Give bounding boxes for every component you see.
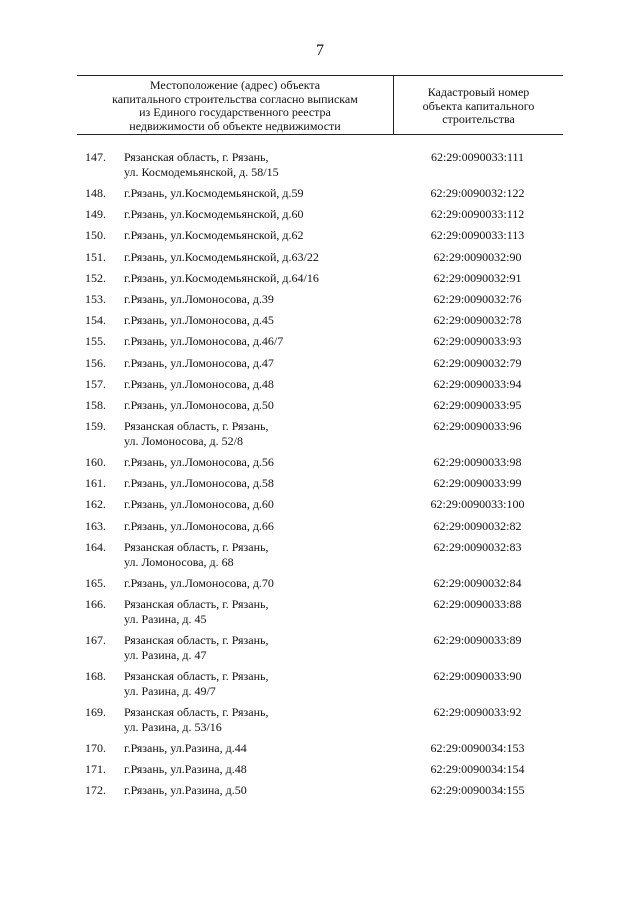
row-cadastral-number: 62:29:0090032:84 [433, 575, 522, 590]
row-number: 162. [85, 497, 106, 512]
row-address-line: г.Рязань, ул.Ломоносова, д.39 [124, 291, 274, 306]
row-address-line: ул. Разина, д. 45 [124, 612, 207, 626]
cadastral-header-line: строительства [442, 112, 515, 126]
row-number: 149. [85, 207, 106, 222]
table-row [0, 783, 640, 804]
row-address-line: ул. Разина, д. 53/16 [124, 720, 222, 734]
row-number: 154. [85, 313, 106, 328]
table-row [0, 497, 640, 518]
row-address [124, 519, 389, 534]
cadastral-header-line: объекта капитального [422, 98, 535, 113]
table-row [0, 313, 640, 334]
row-address [124, 705, 389, 735]
row-address-line: г.Рязань, ул.Ломоносова, д.47 [124, 355, 274, 370]
row-address [124, 334, 389, 349]
row-number: 170. [85, 741, 106, 755]
row-cadastral-number: 62:29:0090033:96 [433, 419, 522, 434]
row-number: 161. [85, 476, 106, 491]
row-cadastral-number: 62:29:0090033:88 [433, 597, 522, 611]
location-header-line: недвижимости об объекте недвижимости [129, 118, 341, 133]
row-number: 158. [85, 397, 106, 412]
row-address-line: г.Рязань, ул.Космодемьянской, д.64/16 [124, 270, 319, 285]
row-address-line: г.Рязань, ул.Разина, д.44 [124, 741, 247, 755]
row-address [124, 228, 389, 243]
row-address [124, 540, 389, 570]
table-row [0, 398, 640, 419]
row-cadastral-number: 62:29:0090033:93 [433, 334, 522, 349]
table-row [0, 762, 640, 783]
row-address-line: г.Рязань, ул.Ломоносова, д.70 [124, 575, 274, 590]
row-address-line: г.Рязань, ул.Ломоносова, д.46/7 [124, 334, 284, 349]
row-address-line: ул. Разина, д. 47 [124, 648, 207, 662]
table-row [0, 669, 640, 705]
row-cadastral-number: 62:29:0090032:122 [430, 186, 525, 200]
row-number: 165. [85, 575, 106, 590]
row-cadastral-number: 62:29:0090033:111 [430, 150, 525, 164]
location-header-line: Местоположение (адрес) объекта [149, 78, 321, 92]
row-address [124, 419, 389, 449]
row-number: 166. [85, 597, 106, 611]
row-address-line: Рязанская область, г. Рязань, [124, 539, 269, 554]
row-address [124, 633, 389, 663]
row-cadastral-number: 62:29:0090032:82 [433, 518, 522, 533]
row-address-line: г.Рязань, ул.Космодемьянской, д.62 [124, 228, 304, 243]
row-cadastral-number: 62:29:0090033:94 [433, 376, 522, 391]
row-address [124, 497, 389, 512]
row-number: 151. [85, 249, 106, 264]
table-row [0, 271, 640, 292]
row-number: 147. [85, 150, 106, 164]
table-row [0, 228, 640, 249]
row-address [124, 356, 389, 371]
row-cadastral-number: 62:29:0090032:91 [433, 270, 522, 285]
row-address-line: г.Рязань, ул.Ломоносова, д.66 [124, 518, 274, 533]
table-row [0, 455, 640, 476]
row-cadastral-number: 62:29:0090032:78 [433, 313, 522, 328]
row-address [124, 476, 389, 491]
row-address-line: г.Рязань, ул.Ломоносова, д.60 [124, 497, 274, 512]
row-cadastral-number: 62:29:0090033:112 [430, 207, 525, 222]
row-address [124, 207, 389, 222]
row-address-line: г.Рязань, ул.Ломоносова, д.56 [124, 455, 274, 470]
row-number: 157. [85, 376, 106, 391]
row-cadastral-number: 62:29:0090033:89 [433, 633, 522, 647]
row-cadastral-number: 62:29:0090033:100 [430, 497, 525, 512]
row-address [124, 762, 389, 777]
row-address-line: г.Рязань, ул.Космодемьянской, д.60 [124, 207, 304, 222]
page-number: 7 [316, 42, 324, 59]
row-address-line: г.Рязань, ул.Космодемьянской, д.59 [124, 186, 304, 200]
table-row [0, 705, 640, 741]
table-row [0, 207, 640, 228]
row-number: 159. [85, 419, 106, 434]
row-address-line: г.Рязань, ул.Разина, д.50 [124, 783, 247, 798]
row-cadastral-number: 62:29:0090032:79 [433, 355, 522, 370]
row-cadastral-number: 62:29:0090033:98 [433, 455, 522, 470]
row-address [124, 741, 389, 756]
row-address [124, 292, 389, 307]
row-address-line: ул. Ломоносова, д. 68 [124, 554, 234, 569]
cadastral-header-line: Кадастровый номер [427, 85, 530, 99]
row-cadastral-number: 62:29:0090033:99 [433, 476, 522, 491]
table-row [0, 356, 640, 377]
table-row [0, 377, 640, 398]
row-number: 168. [85, 669, 106, 683]
row-cadastral-number: 62:29:0090034:154 [430, 762, 525, 777]
row-address [124, 576, 389, 591]
table-row [0, 576, 640, 597]
cadastral-column-header [394, 86, 563, 127]
row-number: 152. [85, 270, 106, 285]
table-row [0, 150, 640, 186]
row-address [124, 186, 389, 201]
location-column-header [77, 79, 393, 133]
row-address [124, 150, 389, 180]
row-number: 156. [85, 355, 106, 370]
row-number: 169. [85, 705, 106, 719]
row-address-line: г.Рязань, ул.Разина, д.48 [124, 762, 247, 777]
row-address-line: ул. Ломоносова, д. 52/8 [124, 434, 243, 449]
row-address-line: г.Рязань, ул.Ломоносова, д.48 [124, 376, 274, 391]
row-address [124, 597, 389, 627]
row-number: 150. [85, 228, 106, 243]
table-row [0, 334, 640, 355]
row-number: 172. [85, 783, 106, 798]
table-row [0, 292, 640, 313]
table-row [0, 597, 640, 633]
row-address [124, 250, 389, 265]
row-cadastral-number: 62:29:0090033:92 [433, 705, 522, 719]
table-row [0, 186, 640, 207]
row-number: 167. [85, 633, 106, 647]
row-address-line: Рязанская область, г. Рязань, [124, 669, 269, 683]
row-cadastral-number: 62:29:0090032:90 [433, 249, 522, 264]
table-row [0, 741, 640, 762]
row-address [124, 313, 389, 328]
row-cadastral-number: 62:29:0090034:155 [430, 783, 525, 798]
row-address-line: Рязанская область, г. Рязань, [124, 633, 269, 647]
row-address [124, 455, 389, 470]
row-number: 148. [85, 186, 106, 200]
row-address-line: ул. Разина, д. 49/7 [124, 684, 216, 698]
row-address-line: г.Рязань, ул.Ломоносова, д.58 [124, 476, 274, 491]
row-address-line: Рязанская область, г. Рязань, [124, 419, 269, 434]
table-row [0, 633, 640, 669]
row-number: 160. [85, 455, 106, 470]
table-row [0, 250, 640, 271]
table-body [0, 150, 640, 805]
row-number: 155. [85, 334, 106, 349]
row-number: 163. [85, 518, 106, 533]
row-address-line: г.Рязань, ул.Ломоносова, д.45 [124, 313, 274, 328]
row-cadastral-number: 62:29:0090033:113 [430, 228, 525, 243]
row-address-line: ул. Космодемьянской, д. 58/15 [124, 165, 279, 179]
row-number: 153. [85, 291, 106, 306]
row-address-line: Рязанская область, г. Рязань, [124, 705, 269, 719]
row-address-line: г.Рязань, ул.Космодемьянской, д.63/22 [124, 249, 319, 264]
row-address [124, 669, 389, 699]
row-cadastral-number: 62:29:0090033:95 [433, 397, 522, 412]
row-address-line: Рязанская область, г. Рязань, [124, 150, 269, 164]
row-address [124, 398, 389, 413]
table-header [77, 75, 563, 135]
table-row [0, 519, 640, 540]
row-number: 171. [85, 762, 106, 777]
row-number: 164. [85, 539, 106, 554]
row-cadastral-number: 62:29:0090032:83 [433, 539, 522, 554]
row-cadastral-number: 62:29:0090033:90 [433, 669, 522, 683]
row-cadastral-number: 62:29:0090032:76 [433, 291, 522, 306]
row-address [124, 783, 389, 798]
table-row [0, 419, 640, 455]
location-header-line: капитального строительства согласно выпискам [112, 91, 358, 106]
row-cadastral-number: 62:29:0090034:153 [430, 741, 525, 755]
row-address [124, 271, 389, 286]
table-row [0, 540, 640, 576]
row-address-line: г.Рязань, ул.Ломоносова, д.50 [124, 397, 274, 412]
row-address-line: Рязанская область, г. Рязань, [124, 597, 269, 611]
location-header-line: из Единого государственного реестра [139, 105, 331, 119]
table-row [0, 476, 640, 497]
row-address [124, 377, 389, 392]
